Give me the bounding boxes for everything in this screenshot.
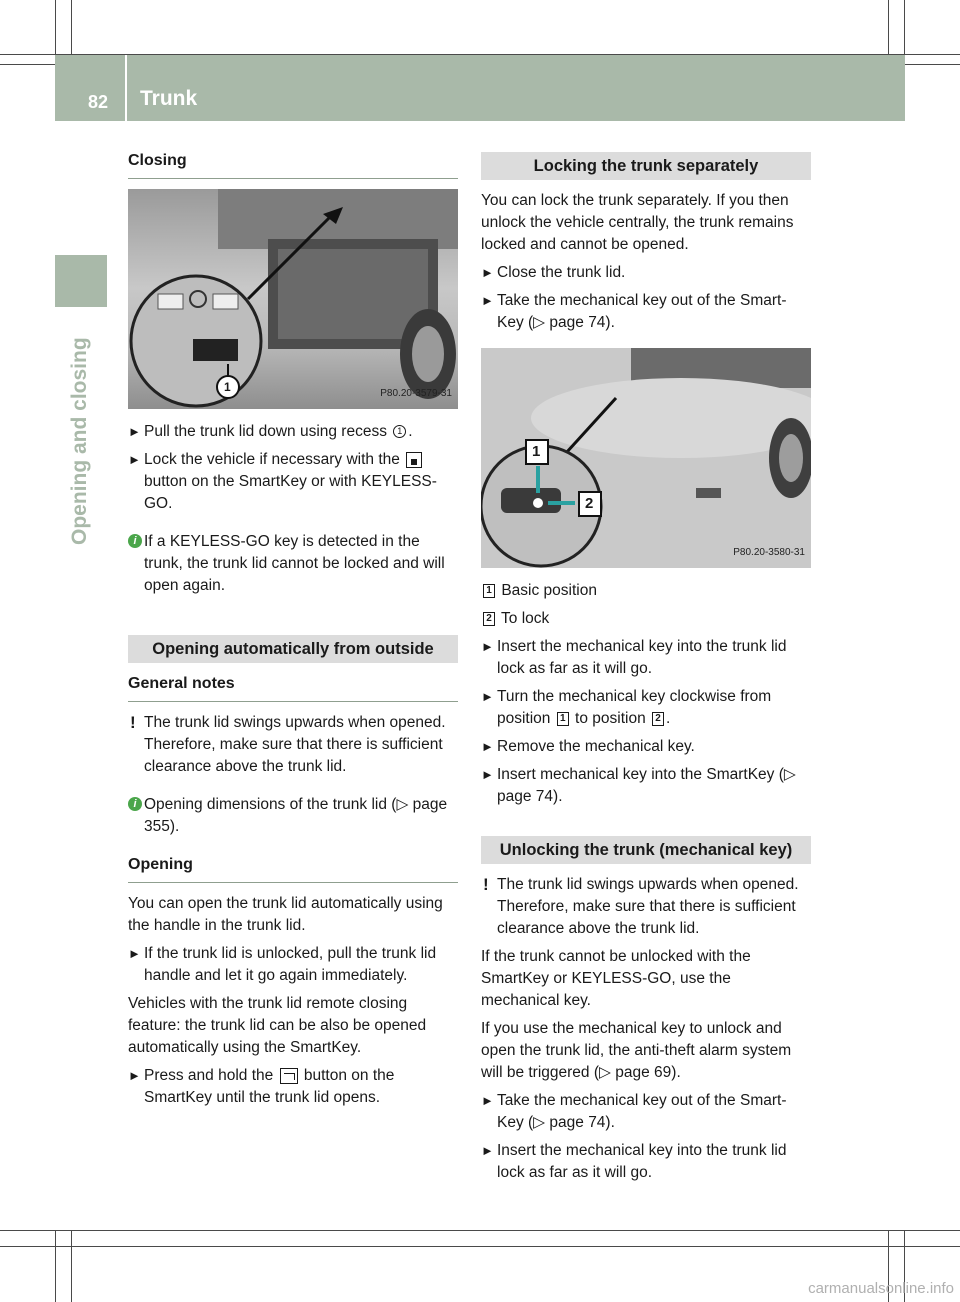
step-item: ► Pull the trunk lid down using recess 1 .	[128, 421, 458, 443]
trunk-lock-illustration	[481, 348, 811, 568]
legend-number: 2	[483, 612, 495, 626]
lock-icon	[406, 452, 422, 468]
step-item: ► If the trunk lid is unlocked, pull the trunk lid handle and let it go again immediately.	[128, 945, 437, 984]
arrow-icon: ►	[481, 639, 494, 654]
right-column	[481, 152, 811, 1190]
step-item: ► Take the mechanical key out of the Smart-Key (▷ page 74).	[481, 1092, 787, 1131]
step-item: ► Press and hold the button on the SmartKey until the trunk lid opens.	[128, 1067, 395, 1106]
section-tab	[55, 255, 107, 307]
step-item: ► Close the trunk lid.	[481, 262, 811, 284]
arrow-icon: ►	[128, 946, 141, 961]
auto-opening-heading: Opening automatically from outside	[128, 635, 458, 663]
opening-heading: Opening	[128, 854, 458, 883]
step-item: ► Turn the mechanical key clockwise from position 1 to position 2 .	[481, 688, 772, 727]
arrow-icon: ►	[128, 424, 141, 439]
warning-note: ! The trunk lid swings upwards when opened. Therefore, make sure that there is sufficient clearance above the trunk lid.	[483, 875, 799, 937]
info-icon: i	[128, 534, 142, 548]
trunk-closing-image	[128, 189, 458, 409]
step-item: ► Lock the vehicle if necessary with the button on the SmartKey or with KEYLESS-GO.	[128, 451, 437, 512]
step-item: ► Take the mechanical key out of the Smart-Key (▷ page 74).	[481, 292, 787, 331]
step-item: ► Remove the mechanical key.	[481, 736, 811, 758]
legend-item: 1 Basic position	[481, 580, 811, 602]
closing-heading: Closing	[128, 150, 458, 179]
arrow-icon: ►	[128, 1068, 141, 1083]
arrow-icon: ►	[481, 1093, 494, 1108]
paragraph: If you use the mechanical key to unlock and open the trunk lid, the anti-theft alarm system will be triggered (▷ page 69).	[481, 1020, 792, 1081]
trunk-illustration	[128, 189, 458, 409]
legend-number: 1	[483, 584, 495, 598]
paragraph: Vehicles with the trunk lid remote closing feature: the trunk lid can be also be opened automatically using the SmartKey.	[128, 995, 427, 1056]
paragraph: If the trunk cannot be unlocked with the SmartKey or KEYLESS-GO, use the mechanical key.	[481, 948, 751, 1009]
info-note: i If a KEYLESS-GO key is detected in the trunk, the trunk lid cannot be locked and will open again.	[128, 531, 458, 597]
unlocking-heading: Unlocking the trunk (mechanical key)	[481, 836, 811, 864]
watermark: carmanualsonline.info	[808, 1280, 954, 1297]
crop-mark	[71, 1230, 72, 1302]
step-item: ► Insert mechanical key into the SmartKey (▷ page 74).	[481, 766, 796, 805]
page-number: 82	[88, 92, 109, 112]
arrow-icon: ►	[481, 265, 494, 280]
left-column	[128, 150, 458, 1115]
callout-1-icon: 1	[393, 425, 406, 438]
arrow-icon: ►	[481, 1143, 494, 1158]
trunk-button-icon	[280, 1068, 298, 1084]
warning-icon: !	[483, 875, 489, 894]
info-icon: i	[128, 797, 142, 811]
page-title: Trunk	[140, 87, 198, 110]
header-separator	[125, 55, 127, 121]
step-item: ► Insert the mechanical key into the trunk lid lock as far as it will go.	[481, 638, 787, 677]
crop-mark	[55, 1230, 56, 1302]
warning-note: ! The trunk lid swings upwards when opened. Therefore, make sure that there is sufficient clearance above the trunk lid.	[130, 713, 446, 775]
arrow-icon: ►	[481, 689, 494, 704]
step-item: ► Insert the mechanical key into the trunk lid lock as far as it will go.	[481, 1142, 787, 1181]
crop-mark	[0, 1230, 960, 1231]
image-code: P80.20-3580-31	[733, 547, 805, 558]
callout-label: 1	[532, 443, 541, 460]
crop-mark	[0, 1246, 960, 1247]
info-note: i Opening dimensions of the trunk lid (▷ page 355).	[128, 794, 458, 838]
trunk-lock-image	[481, 348, 811, 568]
paragraph: You can open the trunk lid automatically using the handle in the trunk lid.	[128, 895, 443, 934]
warning-icon: !	[130, 713, 136, 732]
general-notes-heading: General notes	[128, 673, 458, 702]
arrow-icon: ►	[481, 767, 494, 782]
arrow-icon: ►	[128, 452, 141, 467]
locking-heading: Locking the trunk separately	[481, 152, 811, 180]
section-title: Opening and closing	[68, 337, 91, 545]
arrow-icon: ►	[481, 293, 494, 308]
image-code: P80.20-3579-31	[380, 388, 452, 399]
image-callout: 1	[224, 380, 231, 394]
arrow-icon: ►	[481, 739, 494, 754]
legend-item: 2 To lock	[481, 608, 811, 630]
callout-label: 2	[585, 495, 594, 512]
paragraph: You can lock the trunk separately. If you then unlock the vehicle centrally, the trunk remains locked and cannot be opened.	[481, 192, 794, 253]
